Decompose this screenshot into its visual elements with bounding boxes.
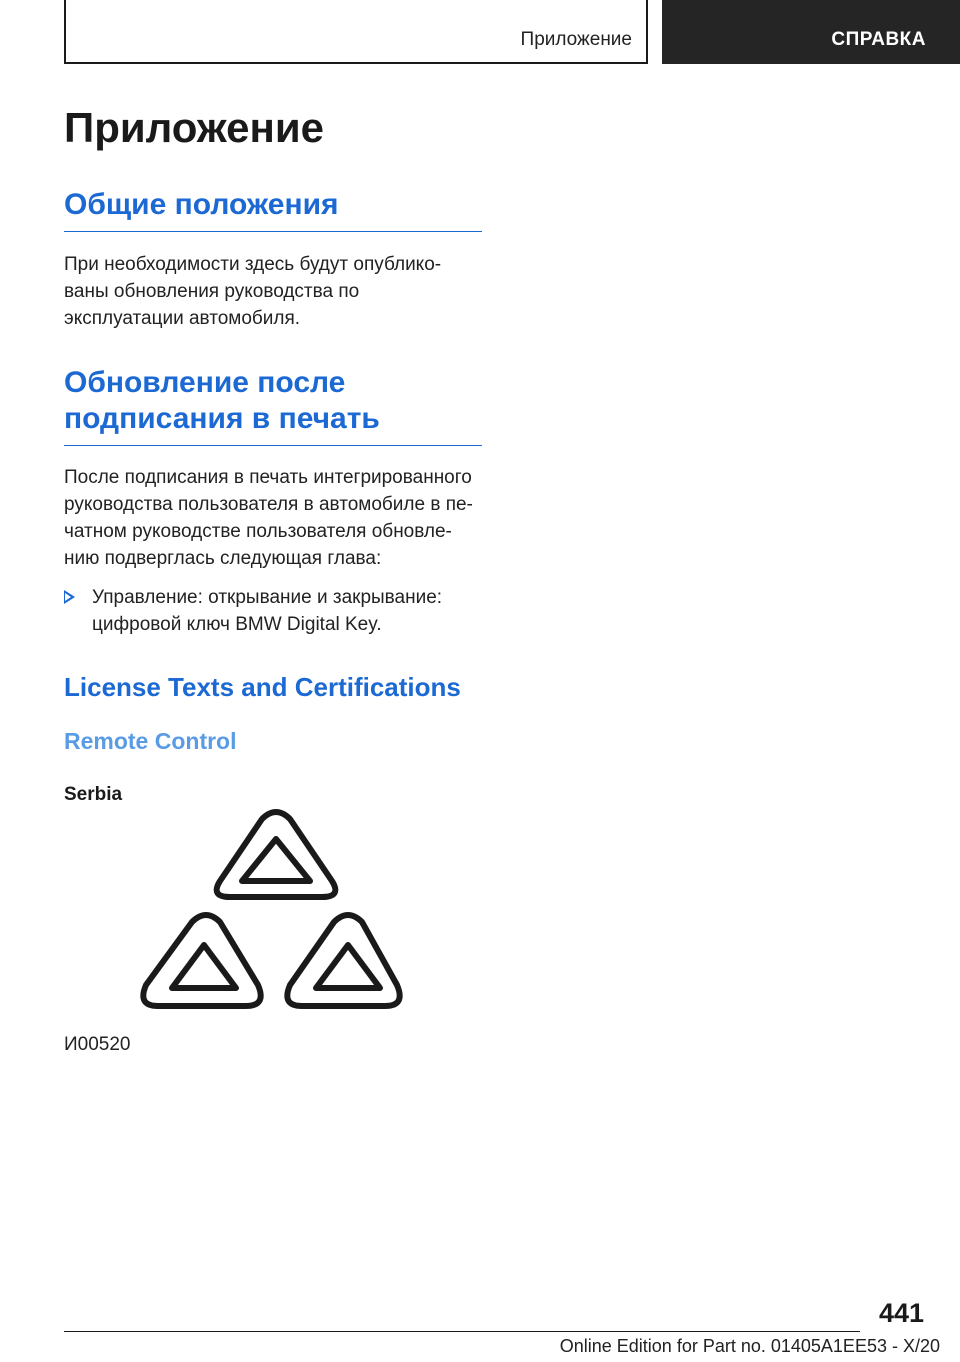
footer-divider	[64, 1331, 860, 1332]
page-title: Приложение	[64, 104, 325, 151]
subheading-remote-control: Remote Control	[64, 728, 237, 754]
header-chapter-label: СПРАВКА	[831, 29, 926, 50]
list-item	[64, 584, 482, 638]
main-content	[64, 100, 482, 808]
page-number: 441	[878, 1298, 924, 1328]
section-text-general: При необходимости здесь будут опублико-ваны обновления руководства по эксплуатации автомобиля.	[64, 254, 442, 329]
section-heading-license: License Texts and Certifications	[64, 672, 461, 702]
header-section-label: Приложение	[520, 29, 632, 50]
section-heading-update: Обновление после подписания в печать	[64, 365, 482, 446]
section-text-update: После подписания в печать интегрированного руководства пользователя в автомобиле в пе-чатном руководстве пользователя обновле-нию подверглась следующая глава:	[64, 467, 473, 569]
country-label: Serbia	[64, 784, 123, 805]
footer-edition: Online Edition for Part no. 01405A1EE53 - X/20	[559, 1336, 940, 1356]
triangle-bullet-icon	[64, 590, 75, 604]
triangle-mark-icon	[140, 805, 410, 1015]
header-section-box	[64, 0, 648, 64]
section-heading-general: Общие положения	[64, 187, 482, 232]
image-caption: И00520	[64, 1034, 131, 1055]
header-chapter-box	[662, 0, 960, 64]
list-item-text: Управление: открывание и закрывание: цифровой ключ BMW Digital Key.	[92, 587, 443, 635]
